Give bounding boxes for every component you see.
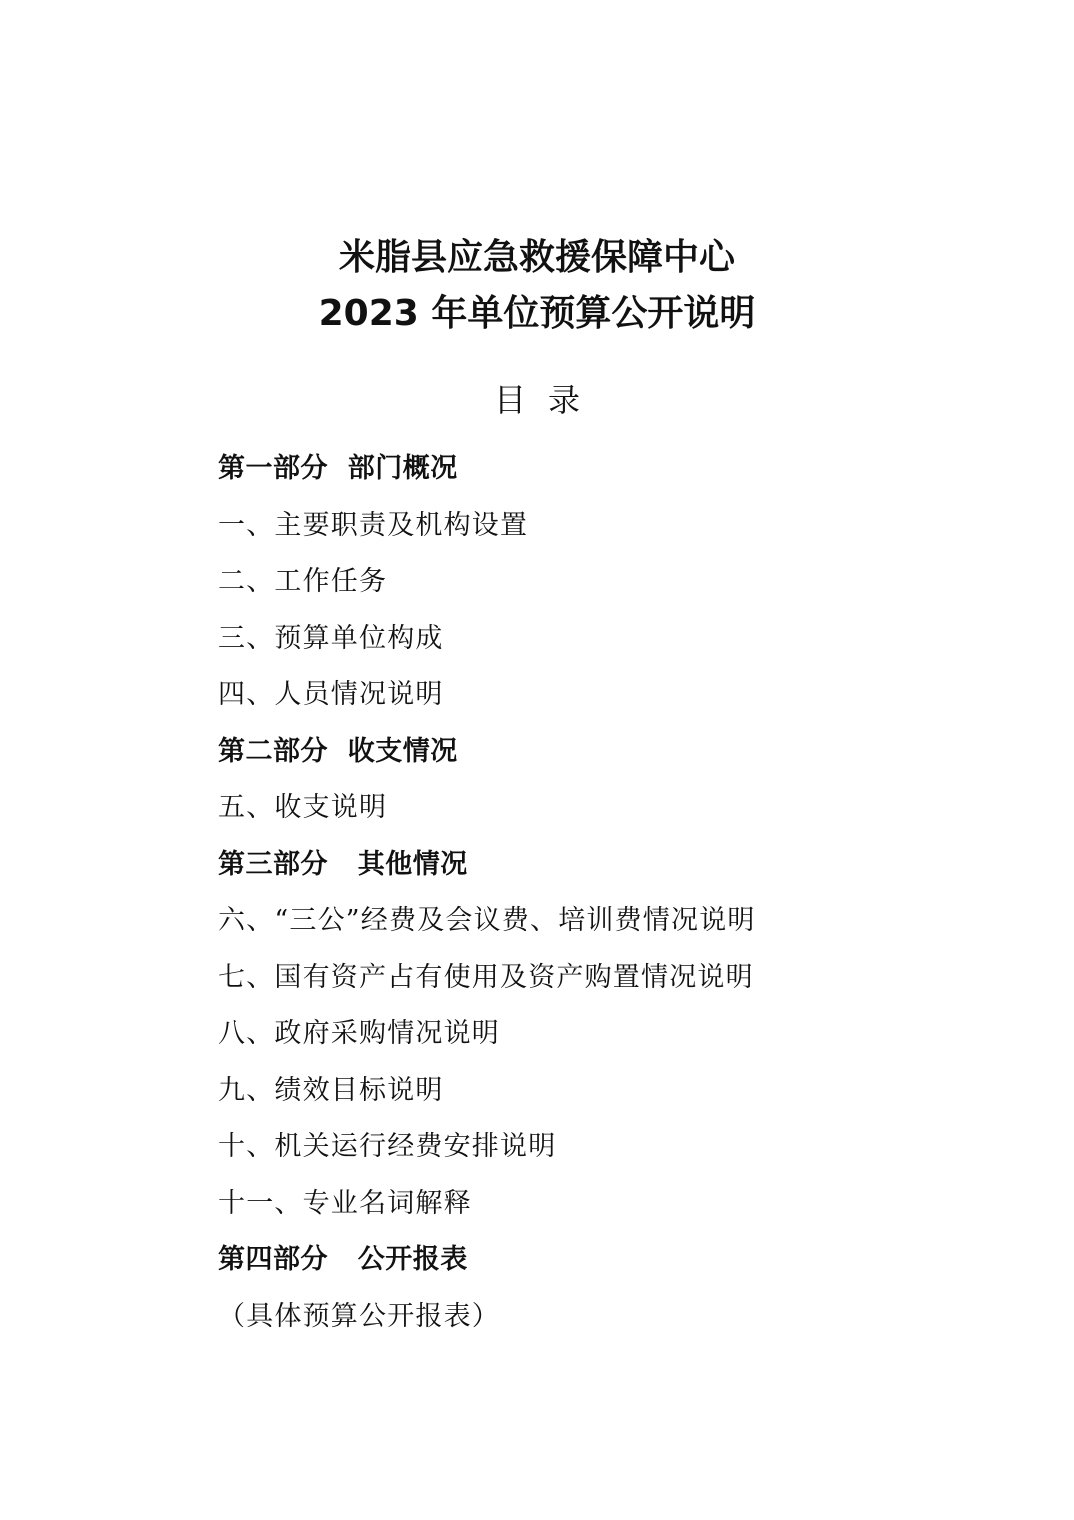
toc-heading: 目录 [493, 381, 602, 419]
toc-part-heading: 第二部分 收支情况 [218, 735, 458, 767]
toc-part-heading: 第一部分 部门概况 [218, 453, 458, 484]
toc-entry: 五、收支说明 [218, 792, 388, 823]
document-title-line-2: 2023 年单位预算公开说明 [318, 293, 756, 334]
document-title-line-1: 米脂县应急救援保障中心 [338, 237, 735, 278]
toc-entry: 八、政府采购情况说明 [218, 1018, 500, 1049]
toc-entry: 九、绩效目标说明 [218, 1074, 444, 1106]
toc-entry: 二、工作任务 [218, 566, 388, 597]
toc-part-heading: 第四部分 公开报表 [218, 1244, 468, 1275]
table-of-contents [218, 446, 1018, 1350]
toc-entry: 七、国有资产占有使用及资产购置情况说明 [218, 961, 754, 993]
toc-entry: 十、机关运行经费安排说明 [218, 1131, 557, 1162]
toc-part-heading: 第三部分 其他情况 [218, 848, 468, 880]
toc-entry: 十一、专业名词解释 [218, 1187, 472, 1219]
toc-entry: 一、主要职责及机构设置 [218, 509, 529, 541]
toc-entry: 四、人员情况说明 [218, 679, 444, 710]
toc-entry: 三、预算单位构成 [218, 622, 444, 654]
toc-entry: （具体预算公开报表） [218, 1300, 500, 1332]
toc-entry: 六、“三公”经费及会议费、培训费情况说明 [218, 905, 756, 936]
